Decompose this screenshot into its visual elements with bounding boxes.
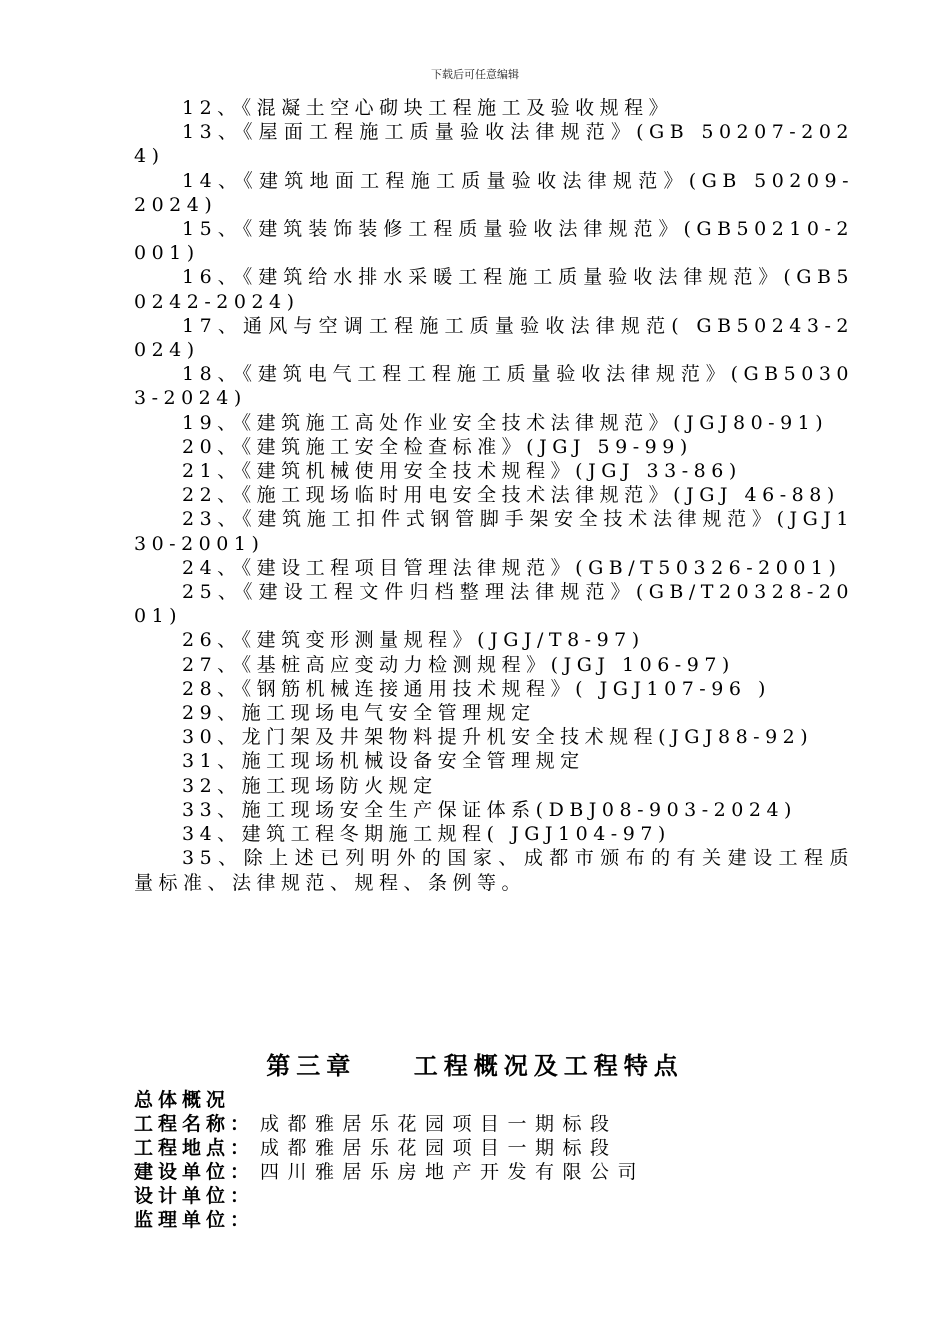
overview-value: 成都雅居乐花园项目一期标段: [260, 1113, 618, 1135]
overview-row: [134, 1112, 854, 1136]
overview-row: [134, 1136, 854, 1160]
list-item: 18、《建筑电气工程工程施工质量验收法律规范》(GB50303-2024): [134, 363, 854, 410]
list-item: 35、除上述已列明外的国家、成都市颁布的有关建设工程质量标准、法律规范、规程、条例等。: [134, 847, 854, 894]
list-item: 24、《建设工程项目管理法律规范》(GB/T50326-2001): [182, 556, 842, 579]
list-item: 28、《钢筋机械连接通用技术规程》( JGJ107-96 ): [182, 677, 771, 700]
list-item: 26、《建筑变形测量规程》(JGJ/T8-97): [182, 629, 645, 652]
overview-value: 成都雅居乐花园项目一期标段: [260, 1137, 618, 1159]
overview-label: 工程名称：: [134, 1113, 255, 1135]
list-item: 22、《施工现场临时用电安全技术法律规范》(JGJ 46-88): [182, 484, 840, 507]
overview-label: 监理单位：: [134, 1209, 255, 1231]
project-overview: [134, 1088, 854, 1232]
list-item: 32、施工现场防火规定: [182, 774, 438, 797]
list-item: 30、龙门架及井架物料提升机安全技术规程(JGJ88-92): [182, 726, 814, 749]
list-item: 21、《建筑机械使用安全技术规程》(JGJ 33-86): [182, 460, 742, 483]
list-item: 27、《基桩高应变动力检测规程》(JGJ 106-97): [182, 653, 735, 676]
list-item: 25、《建设工程文件归档整理法律规范》(GB/T20328-2001): [134, 581, 854, 628]
overview-label: 建设单位：: [134, 1161, 255, 1183]
overview-row: [134, 1160, 854, 1184]
list-item: 16、《建筑给水排水采暖工程施工质量验收法律规范》(GB50242-2024): [134, 266, 854, 313]
header-note: 下载后可任意编辑: [431, 68, 519, 81]
list-item: 31、施工现场机械设备安全管理规定: [182, 750, 585, 773]
list-item: 17、通风与空调工程施工质量验收法律规范( GB50243-2024): [134, 314, 854, 362]
overview-label: 工程地点：: [134, 1137, 255, 1159]
overview-heading-text: 总体概况: [134, 1089, 231, 1111]
list-item: 14、《建筑地面工程施工质量验收法律规范》(GB 50209-2024): [134, 169, 854, 216]
list-item: 19、《建筑施工高处作业安全技术法律规范》(JGJ80-91): [182, 411, 829, 434]
overview-heading: [134, 1088, 854, 1112]
overview-row: [134, 1208, 854, 1232]
overview-label: 设计单位：: [134, 1185, 255, 1207]
list-item: 33、施工现场安全生产保证体系(DBJ08-903-2024): [182, 798, 797, 821]
standards-list: [134, 96, 854, 895]
overview-value: 四川雅居乐房地产开发有限公司: [260, 1161, 646, 1183]
chapter-title: 第三章 工程概况及工程特点: [266, 1052, 684, 1080]
list-item: 15、《建筑装饰装修工程质量验收法律规范》(GB50210-2001): [134, 218, 854, 265]
list-item: 12、《混凝土空心砌块工程施工及验收规程》: [182, 97, 674, 119]
list-item: 29、施工现场电气安全管理规定: [182, 702, 536, 725]
list-item: 13、《屋面工程施工质量验收法律规范》(GB 50207-2024): [134, 121, 854, 168]
overview-row: [134, 1184, 854, 1208]
list-item: 20、《建筑施工安全检查标准》(JGJ 59-99): [182, 435, 693, 458]
list-item: 23、《建筑施工扣件式钢管脚手架安全技术法律规范》(JGJ130-2001): [134, 508, 854, 555]
list-item: 34、建筑工程冬期施工规程( JGJ104-97): [182, 823, 671, 846]
